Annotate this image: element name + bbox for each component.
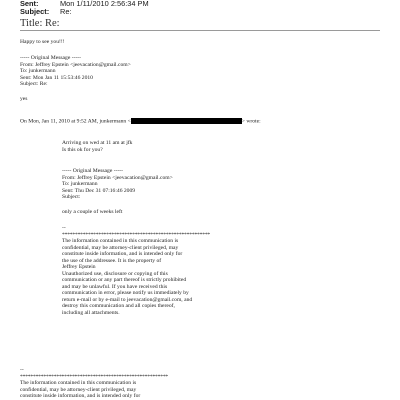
- quoted-original-divider: ----- Original Message -----: [62, 168, 124, 174]
- disclaimer-line: communication in error, please notify us immediately by: [62, 290, 189, 296]
- email-title: Title: Re:: [20, 18, 60, 29]
- quoted-original-subject: Subject:: [62, 194, 81, 200]
- disclaimer-line: confidential, may be attorney-client privileged, may: [62, 244, 179, 251]
- disclaimer-line: constitute inside information, and is intended only for: [62, 251, 183, 257]
- disclaimer-line: The information contained in this communication is: [20, 380, 137, 386]
- subject-label: Subject:: [20, 7, 50, 16]
- greeting-text: Happy to see you!!!: [20, 39, 65, 45]
- original-to: To: junkermann: [20, 68, 56, 74]
- original-message-divider: ----- Original Message -----: [20, 55, 82, 61]
- quote-question: Is this ok for you?: [62, 146, 103, 153]
- original-sent: Sent: Mon Jan 11 15:53:46 2010: [20, 74, 93, 81]
- subject-value: Re:: [60, 7, 72, 16]
- disclaimer-line: The information contained in this communication is: [62, 238, 179, 244]
- quoted-original-from: From: Jeffrey Epstein <jeevacation@gmail.com>: [62, 174, 173, 181]
- weeks-left-text: only a couple of weeks left: [62, 209, 123, 215]
- sent-value: Mon 1/11/2010 2:56:34 PM: [60, 0, 149, 8]
- signature-dashes: --: [62, 225, 66, 231]
- disclaimer-line: and may be unlawful. If you have received this: [62, 283, 168, 290]
- wrote-prefix: On Mon, Jan 11, 2010 at 9:52 AM, junkermann <: [20, 118, 131, 125]
- stars-divider: *********************************************************: [62, 231, 211, 238]
- disclaimer-line: constitute inside information, and is intended only for: [20, 393, 141, 399]
- wrote-suffix: > wrote:: [241, 118, 261, 125]
- title-divider: [20, 30, 380, 31]
- quote-arriving: Arriving on wed at 11 am at jfk: [62, 140, 133, 146]
- redaction-bar: [131, 118, 242, 124]
- disclaimer-line: confidential, may be attorney-client privileged, may: [20, 386, 137, 393]
- subject-header-row: [20, 7, 72, 16]
- signature-dashes-outer: --: [20, 367, 24, 373]
- original-from: From: Jeffrey Epstein <jeevacation@gmail.com>: [20, 61, 131, 68]
- disclaimer-line: Unauthorized use, disclosure or copying of this: [62, 270, 168, 277]
- disclaimer-line: Jeffrey Epstein: [62, 264, 96, 270]
- disclaimer-line: including all attachments.: [62, 309, 120, 316]
- disclaimer-line: destroy this communication and all copies thereof,: [62, 303, 175, 309]
- original-subject: Subject: Re:: [20, 81, 48, 87]
- sent-label: Sent:: [20, 0, 39, 8]
- quoted-original-to: To: junkermann: [62, 181, 98, 187]
- stars-divider-outer: *********************************************************: [20, 373, 169, 380]
- reply-yes: yes: [20, 96, 28, 102]
- disclaimer-line: the use of the addressee. It is the property of: [62, 257, 162, 264]
- wrote-line: [20, 118, 261, 125]
- quoted-original-sent: Sent: Thu Dec 31 07:16:46 2009: [62, 187, 136, 194]
- disclaimer-line: return e-mail or by e-mail to jeevacation@gmail.com, and: [62, 296, 193, 303]
- disclaimer-line: communication or any part thereof is strictly prohibited: [62, 277, 187, 283]
